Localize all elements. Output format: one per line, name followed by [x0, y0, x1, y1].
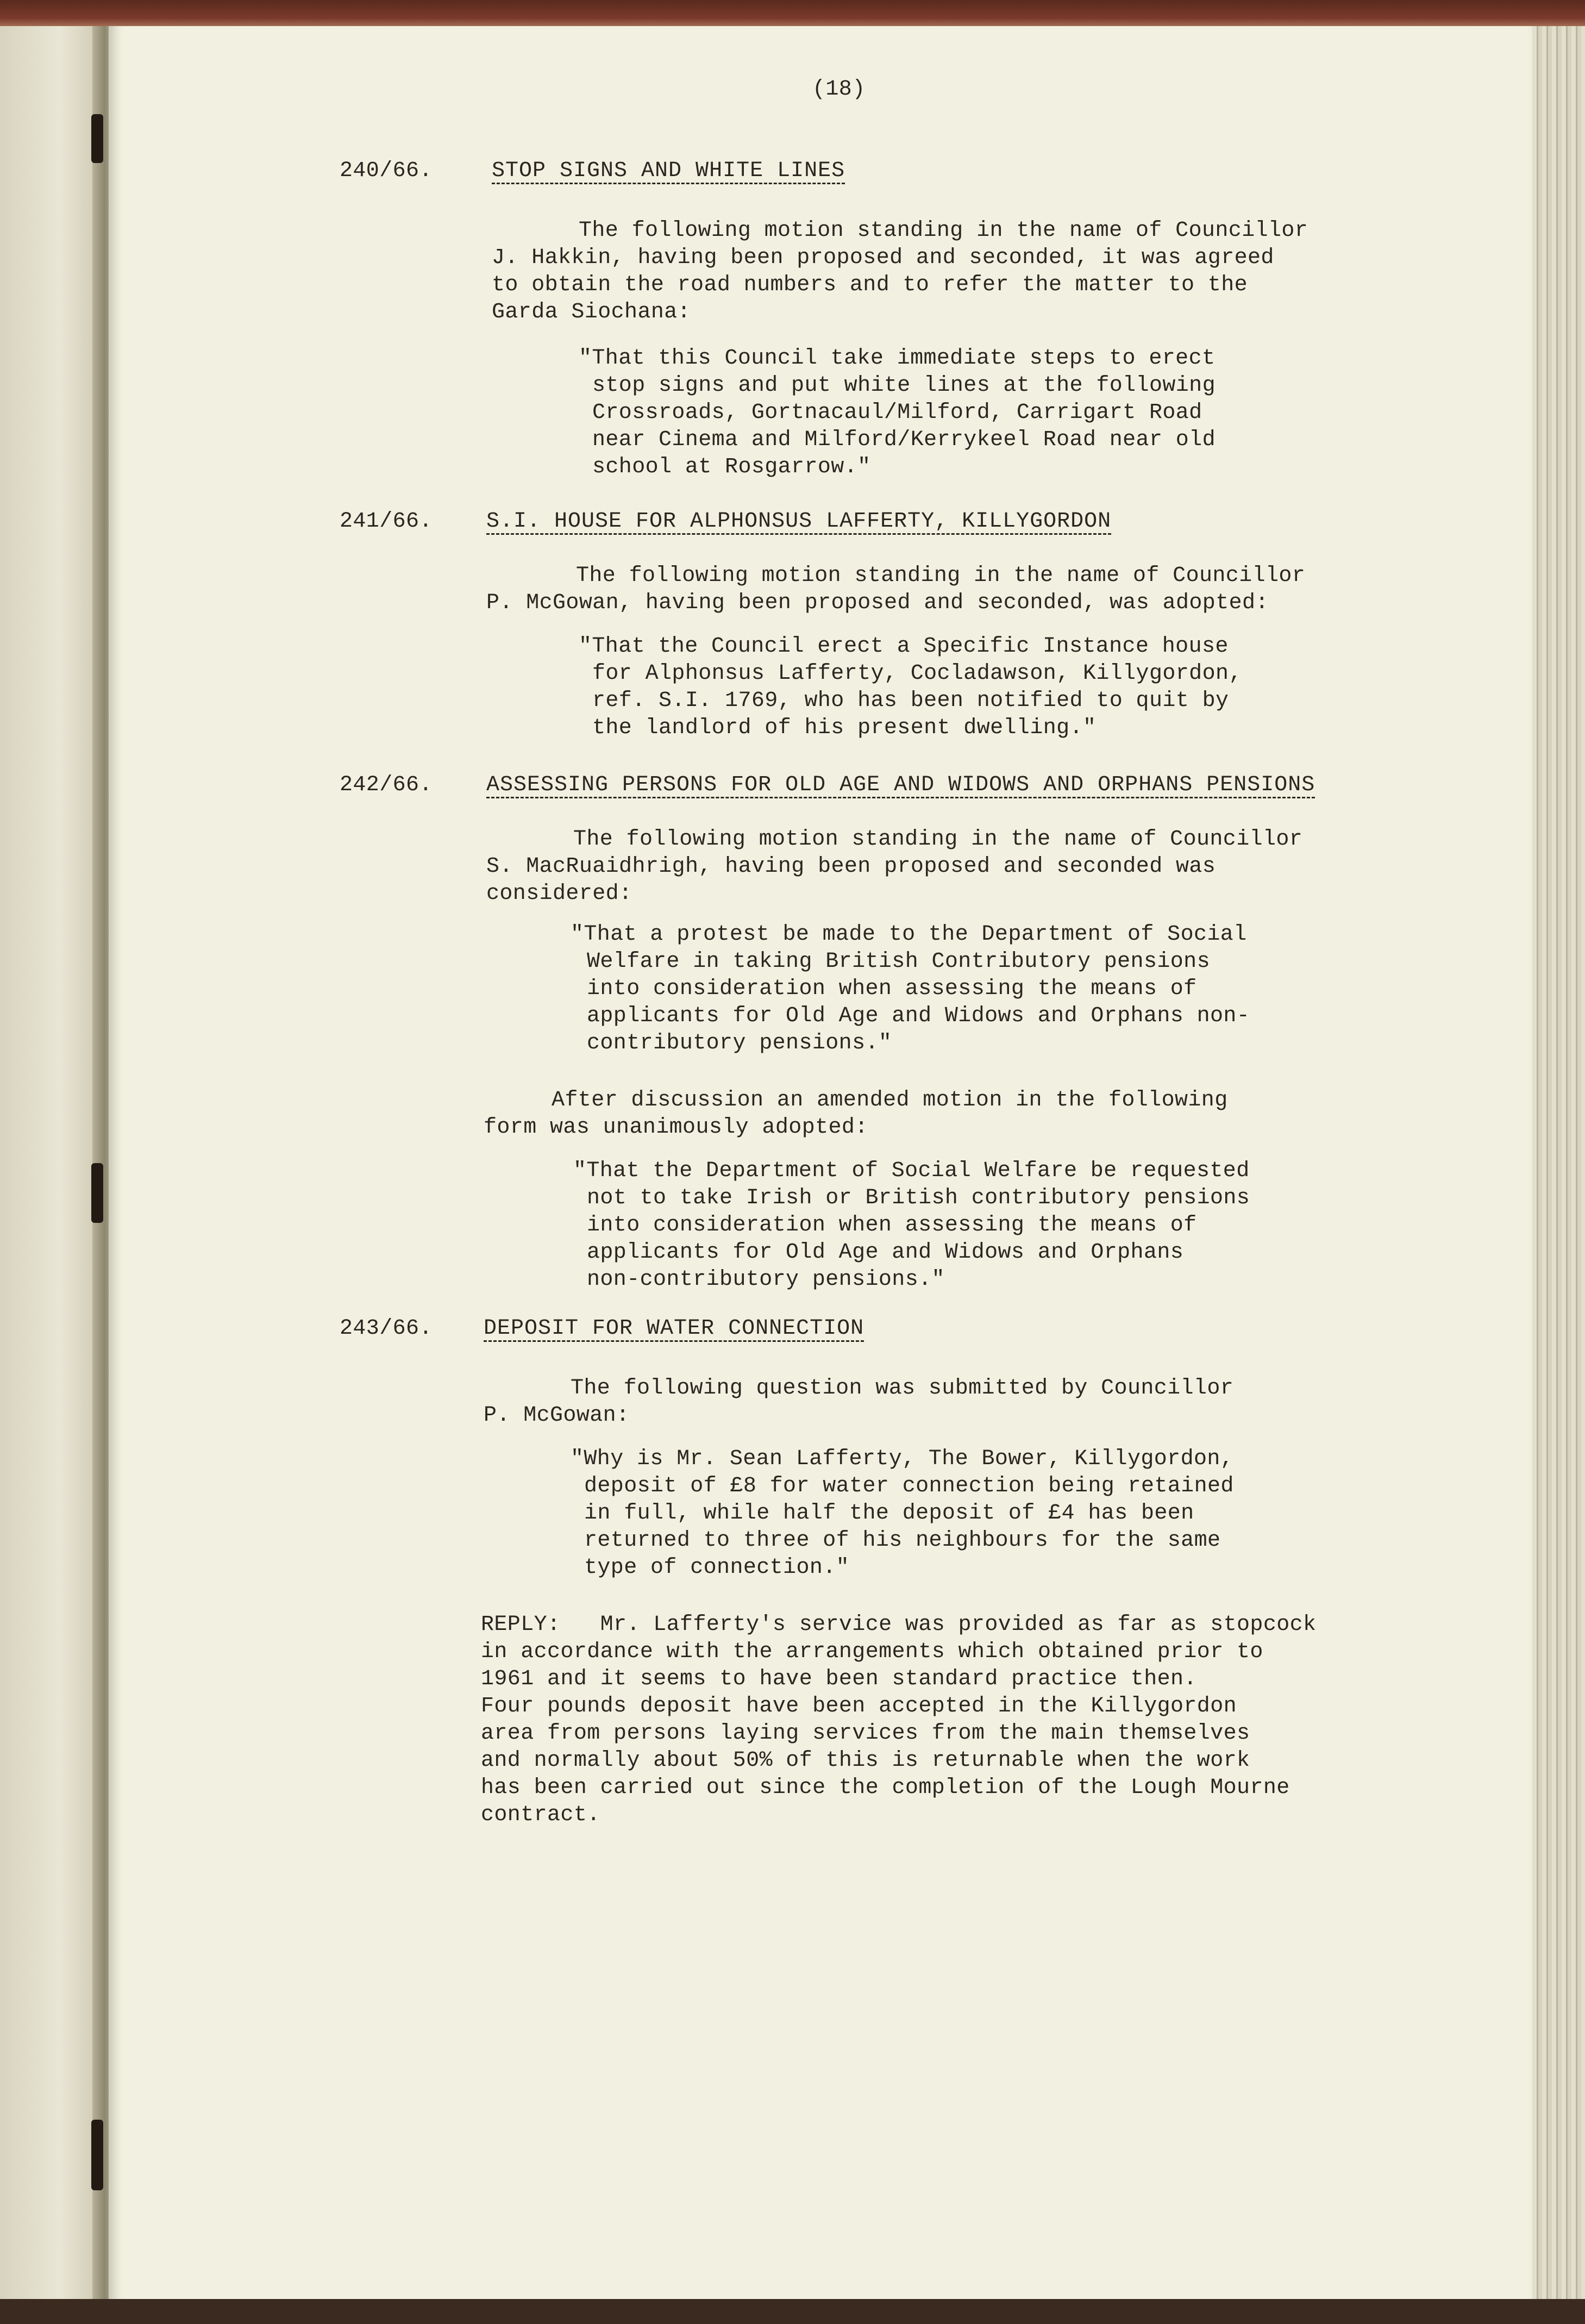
reply-line: REPLY: Mr. Lafferty's service was provided as far as stopcock: [481, 1613, 1317, 1637]
page-number: (18): [812, 77, 866, 102]
punch-hole: [91, 114, 103, 163]
quote-line: ref. S.I. 1769, who has been notified to quit by: [592, 689, 1229, 713]
reply-line: and normally about 50% of this is returnable when the work: [481, 1748, 1250, 1773]
section-heading: DEPOSIT FOR WATER CONNECTION: [484, 1316, 864, 1341]
quote-line: in full, while half the deposit of £4 has been: [584, 1501, 1194, 1526]
quote-line: "Why is Mr. Sean Lafferty, The Bower, Killygordon,: [571, 1447, 1234, 1471]
intro-line: J. Hakkin, having been proposed and seconded, it was agreed: [492, 246, 1274, 270]
intro-line: P. McGowan, having been proposed and seconded, was adopted:: [486, 591, 1269, 615]
reply-line: has been carried out since the completion of the Lough Mourne: [481, 1776, 1290, 1800]
minute-ref: 241/66.: [340, 509, 433, 534]
quote-line: "That a protest be made to the Department of Social: [571, 922, 1247, 947]
reply-line: Four pounds deposit have been accepted in the Killygordon: [481, 1694, 1237, 1719]
after-line: form was unanimously adopted:: [484, 1115, 868, 1140]
binder-bottom-edge: [0, 2299, 1585, 2324]
quote-line: stop signs and put white lines at the following: [592, 373, 1216, 398]
quote-line: type of connection.": [584, 1555, 850, 1580]
section-heading: S.I. HOUSE FOR ALPHONSUS LAFFERTY, KILLYGORDON: [486, 509, 1112, 534]
intro-line: to obtain the road numbers and to refer the matter to the: [492, 273, 1248, 297]
quote-line: "That this Council take immediate steps to erect: [579, 346, 1216, 371]
reply-line: 1961 and it seems to have been standard practice then.: [481, 1667, 1197, 1691]
quote-line: "That the Council erect a Specific Instance house: [579, 634, 1229, 659]
quote-line: deposit of £8 for water connection being retained: [584, 1474, 1234, 1498]
punch-hole: [91, 1163, 103, 1223]
minute-ref: 243/66.: [340, 1316, 433, 1341]
quote-line: near Cinema and Milford/Kerrykeel Road near old: [592, 428, 1216, 452]
reply-line: in accordance with the arrangements which obtained prior to: [481, 1640, 1263, 1664]
intro-line: The following question was submitted by Councillor: [571, 1376, 1234, 1401]
quote-line: contributory pensions.": [587, 1031, 892, 1055]
quote-line: not to take Irish or British contributory pensions: [587, 1186, 1250, 1210]
intro-line: Garda Siochana:: [492, 300, 691, 324]
intro-line: The following motion standing in the name of Councillor: [576, 564, 1306, 588]
section-heading: STOP SIGNS AND WHITE LINES: [492, 159, 845, 183]
intro-line: The following motion standing in the name of Councillor: [579, 218, 1308, 243]
reply-line: contract.: [481, 1803, 600, 1827]
quote-line: applicants for Old Age and Widows and Orphans: [587, 1240, 1184, 1265]
quote-line: "That the Department of Social Welfare be requested: [573, 1159, 1250, 1183]
quote-line: into consideration when assessing the means of: [587, 1213, 1197, 1238]
minute-ref: 240/66.: [340, 159, 433, 183]
intro-line: The following motion standing in the name of Councillor: [573, 827, 1303, 852]
after-line: After discussion an amended motion in the following: [552, 1088, 1228, 1113]
intro-line: considered:: [486, 882, 632, 906]
binder-top-edge: [0, 0, 1585, 26]
quote-line: Crossroads, Gortnacaul/Milford, Carrigart Road: [592, 401, 1202, 425]
quote-line: Welfare in taking British Contributory pensions: [587, 949, 1210, 974]
reply-line: area from persons laying services from the main themselves: [481, 1721, 1250, 1746]
intro-line: S. MacRuaidhrigh, having been proposed and seconded was: [486, 854, 1216, 879]
quote-line: for Alphonsus Lafferty, Cocladawson, Killygordon,: [592, 661, 1242, 686]
punch-hole: [91, 2120, 103, 2190]
minute-ref: 242/66.: [340, 773, 433, 797]
section-heading: ASSESSING PERSONS FOR OLD AGE AND WIDOWS AND ORPHANS PENSIONS: [486, 773, 1315, 797]
quote-line: returned to three of his neighbours for the same: [584, 1528, 1221, 1553]
intro-line: P. McGowan:: [484, 1403, 630, 1428]
facing-page-edge: [0, 22, 101, 2324]
quote-line: school at Rosgarrow.": [592, 455, 871, 479]
quote-line: non-contributory pensions.": [587, 1267, 945, 1292]
quote-line: the landlord of his present dwelling.": [592, 716, 1097, 740]
page-stack-edge: [1532, 16, 1585, 2324]
quote-line: applicants for Old Age and Widows and Orphans non-: [587, 1004, 1250, 1028]
quote-line: into consideration when assessing the means of: [587, 977, 1197, 1001]
